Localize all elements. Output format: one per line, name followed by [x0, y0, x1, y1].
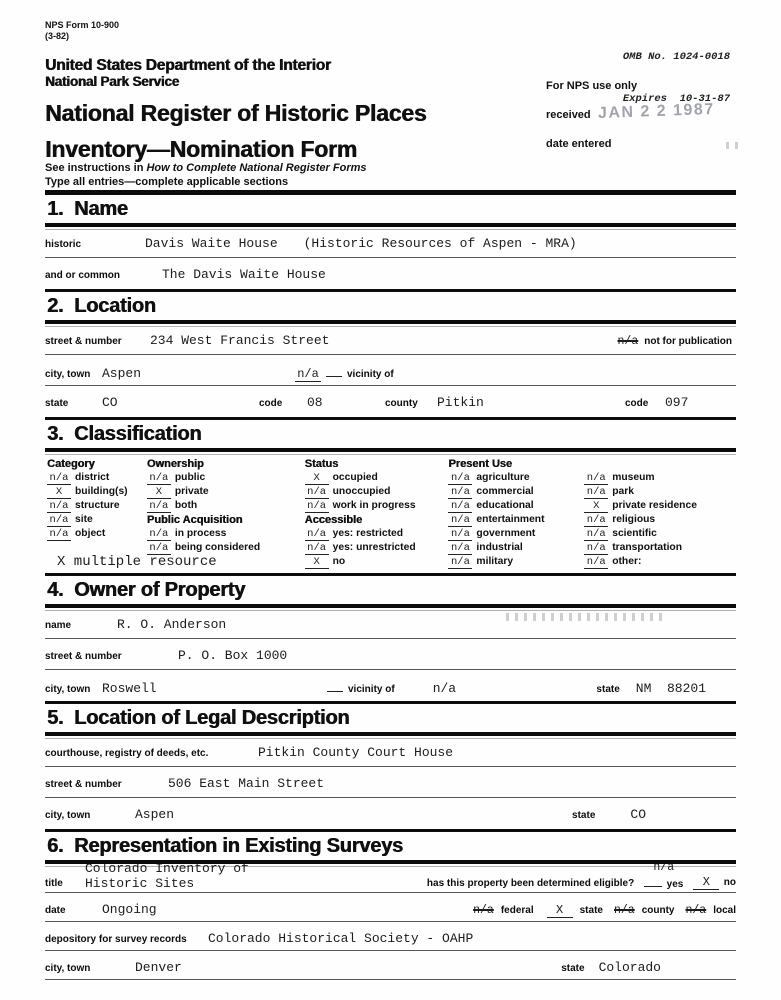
survey-county-na: n/a	[613, 904, 635, 917]
classification-item	[584, 541, 736, 555]
survey-title-row	[45, 861, 736, 893]
classification-column-present-use-a	[448, 457, 584, 569]
eligible-no-mark: X	[693, 876, 719, 890]
survey-federal-na: n/a	[473, 904, 494, 917]
classification-item	[448, 541, 584, 555]
classification-entry-mark: n/a	[147, 529, 171, 541]
survey-date-value: Ongoing	[102, 902, 157, 917]
not-for-publication-label: not for publication	[644, 336, 732, 347]
survey-title-label: title	[45, 878, 63, 889]
section-surveys	[45, 829, 736, 980]
eligible-no-label: no	[723, 877, 736, 888]
vicinity-na-mark: n/a	[295, 368, 321, 382]
section-owner-heading: 4. Owner of Property	[45, 576, 736, 608]
classification-entry-label: work in progress	[332, 500, 416, 511]
depository-label: depository for survey records	[45, 934, 187, 945]
classification-entry-mark: n/a	[448, 501, 472, 513]
classification-entry-mark: n/a	[47, 529, 71, 541]
classification-entry-label: educational	[476, 500, 534, 511]
classification-entry-label: both	[174, 500, 198, 511]
section-name-heading: 1. Name	[45, 195, 736, 227]
classification-item	[305, 485, 449, 499]
classification-entry-mark: n/a	[305, 501, 329, 513]
survey-state-label: state	[579, 905, 603, 916]
depository-row	[45, 922, 736, 951]
classification-item	[584, 471, 736, 485]
instructions-line2: Type all entries—complete applicable sections	[45, 175, 289, 188]
classification-entry-mark: n/a	[448, 529, 472, 541]
section-classification	[45, 417, 736, 573]
section-legal-description	[45, 701, 736, 829]
classification-entry-mark: n/a	[448, 515, 472, 527]
survey-city-value: Denver	[135, 960, 182, 975]
classification-item	[305, 541, 449, 555]
classification-item	[147, 527, 305, 541]
classification-column-ownership	[147, 457, 305, 569]
classification-entry-label: district	[75, 472, 110, 483]
historic-value: Davis Waite House	[145, 236, 278, 251]
classification-entry-label: other:	[612, 556, 642, 567]
classification-item	[305, 471, 449, 485]
classification-entry-mark: n/a	[147, 543, 171, 555]
classification-entry-mark: n/a	[305, 543, 329, 555]
form-revision: (3-82)	[45, 31, 70, 41]
classification-item	[448, 471, 584, 485]
classification-group-heading: Public Acquisition	[146, 514, 243, 526]
classification-entry-label: entertainment	[476, 514, 545, 525]
owner-street-row	[45, 639, 736, 670]
date-entered-line	[546, 138, 736, 150]
survey-title-line1: Colorado Inventory of	[85, 861, 249, 876]
historic-label: historic	[45, 239, 82, 250]
owner-name-label: name	[45, 620, 72, 631]
classification-entry-mark: X	[305, 473, 329, 485]
classification-entry-mark: n/a	[584, 557, 608, 569]
classification-entry-mark: n/a	[147, 473, 171, 485]
historic-name-row	[45, 227, 736, 258]
state-county-row	[45, 386, 736, 417]
survey-state2-value: Colorado	[598, 960, 661, 975]
classification-item	[305, 527, 449, 541]
classification-entry-mark: n/a	[448, 543, 472, 555]
classification-entry-mark: n/a	[448, 487, 472, 499]
survey-county-label: county	[641, 905, 675, 916]
classification-group-heading: Category	[47, 458, 95, 470]
owner-vicinity-na: n/a	[432, 681, 457, 696]
classification-entry-label: religious	[612, 514, 656, 525]
owner-street-value: P. O. Box 1000	[178, 648, 288, 663]
classification-item	[584, 499, 736, 513]
instructions-prefix: See instructions in	[45, 162, 147, 174]
classification-group-heading: Present Use	[448, 458, 513, 470]
classification-entry-label: in process	[174, 528, 227, 539]
faint-ink-mark	[726, 142, 740, 149]
survey-state2-label: state	[561, 963, 585, 974]
classification-entry-mark: X	[584, 501, 608, 513]
classification-entry-label: public	[174, 472, 206, 483]
survey-local-label: local	[713, 905, 736, 916]
county-value: Pitkin	[437, 395, 484, 410]
classification-item	[448, 485, 584, 499]
classification-item	[305, 499, 449, 513]
classification-item	[47, 485, 147, 499]
section-owner	[45, 573, 736, 701]
department-title: United States Department of the Interior	[45, 57, 331, 74]
city-town-value: Aspen	[102, 366, 142, 381]
street-number-row	[45, 324, 736, 355]
erased-text-smudge	[506, 613, 666, 621]
not-for-publication-na-mark: n/a	[617, 335, 639, 348]
agency-title: National Park Service	[45, 74, 179, 89]
state-value: CO	[102, 395, 118, 410]
classification-entry-label: transportation	[612, 542, 683, 553]
classification-entry-label: unoccupied	[332, 486, 391, 497]
courthouse-value: Pitkin County Court House	[258, 745, 454, 760]
city-town-row	[45, 355, 736, 386]
nps-use-only-label: For NPS use only	[546, 80, 638, 92]
omb-number: OMB No. 1024-0018	[622, 51, 730, 63]
classification-entry-label: private	[174, 486, 209, 497]
survey-local-na: n/a	[685, 904, 707, 917]
classification-entry-label: commercial	[476, 486, 534, 497]
classification-group-heading: Ownership	[146, 458, 204, 470]
legal-state-value: CO	[630, 807, 646, 822]
survey-state-mark: X	[547, 904, 573, 918]
classification-item	[584, 527, 736, 541]
nps-use-only-box	[546, 80, 736, 150]
classification-entry-mark: n/a	[448, 557, 472, 569]
classification-group-heading: Status	[304, 458, 339, 470]
owner-vicinity-label: vicinity of	[348, 684, 395, 695]
classification-entry-mark: n/a	[584, 543, 608, 555]
classification-entry-label: being considered	[174, 542, 261, 553]
classification-item	[448, 513, 584, 527]
legal-city-row	[45, 798, 736, 829]
classification-item	[448, 527, 584, 541]
section-classification-heading: 3. Classification	[45, 420, 736, 452]
vicinity-of-label: vicinity of	[347, 369, 394, 380]
classification-entry-label: occupied	[332, 472, 378, 483]
classification-entry-mark: X	[147, 487, 171, 499]
legal-city-value: Aspen	[135, 807, 175, 822]
common-name-label: and or common	[45, 270, 121, 281]
survey-city-label: city, town	[45, 963, 91, 974]
owner-state-value: NM 88201	[635, 681, 706, 696]
classification-entry-mark: n/a	[584, 473, 608, 485]
received-label: received	[546, 109, 591, 121]
street-number-value: 234 West Francis Street	[150, 333, 330, 348]
classification-entry-mark: n/a	[305, 529, 329, 541]
classification-item	[448, 555, 584, 569]
survey-city-row	[45, 951, 736, 980]
classification-item	[47, 527, 147, 541]
classification-item	[47, 499, 147, 513]
section-legal-heading: 5. Location of Legal Description	[45, 704, 736, 736]
classification-entry-mark: X	[305, 557, 329, 569]
classification-entry-mark: n/a	[47, 515, 71, 527]
classification-entry-label: agriculture	[476, 472, 530, 483]
classification-entry-label: military	[476, 556, 514, 567]
owner-street-label: street & number	[45, 651, 122, 662]
courthouse-label: courthouse, registry of deeds, etc.	[45, 748, 209, 759]
classification-item	[584, 513, 736, 527]
classification-entry-mark: n/a	[147, 501, 171, 513]
multiple-resource-entry: X multiple resource	[57, 554, 217, 570]
eligible-yes-blank	[644, 874, 662, 887]
state-label: state	[45, 398, 69, 409]
classification-column-status	[305, 457, 449, 569]
legal-street-row	[45, 767, 736, 798]
date-entered-label: date entered	[546, 138, 612, 150]
owner-state-label: state	[596, 684, 620, 695]
eligible-yes-label: yes	[666, 879, 684, 890]
legal-state-label: state	[572, 810, 596, 821]
form-header	[45, 20, 736, 186]
classification-entry-label: industrial	[476, 542, 523, 553]
legal-city-label: city, town	[45, 810, 91, 821]
classification-entry-label: government	[476, 528, 536, 539]
classification-item	[147, 541, 305, 555]
classification-entry-mark: n/a	[584, 515, 608, 527]
classification-entry-label: object	[75, 528, 106, 539]
classification-entry-label: private residence	[612, 500, 697, 511]
received-line	[546, 100, 736, 123]
section-surveys-heading: 6. Representation in Existing Surveys	[45, 832, 736, 864]
survey-date-label: date	[45, 905, 66, 916]
classification-entry-mark: n/a	[584, 529, 608, 541]
street-number-label: street & number	[45, 336, 122, 347]
eligible-na-mark: n/a	[653, 861, 675, 874]
owner-city-value: Roswell	[102, 681, 157, 696]
owner-city-row	[45, 670, 736, 701]
survey-federal-label: federal	[500, 905, 534, 916]
classification-entry-mark: n/a	[47, 501, 71, 513]
classification-entry-label: yes: restricted	[332, 528, 404, 539]
classification-item	[47, 513, 147, 527]
eligible-question-label: has this property been determined eligible?	[426, 878, 635, 889]
classification-entry-mark: n/a	[47, 473, 71, 485]
classification-item	[147, 499, 305, 513]
courthouse-row	[45, 736, 736, 767]
owner-city-label: city, town	[45, 684, 91, 695]
state-code-value: 08	[307, 395, 323, 410]
depository-value: Colorado Historical Society - OAHP	[208, 931, 474, 946]
classification-entry-mark: n/a	[305, 487, 329, 499]
classification-item	[584, 555, 736, 569]
state-code-label: code	[259, 398, 283, 409]
classification-entry-label: building(s)	[75, 486, 128, 497]
owner-name-value: R. O. Anderson	[117, 617, 227, 632]
survey-title-line2: Historic Sites	[85, 876, 195, 891]
common-name-row	[45, 258, 736, 289]
classification-entry-mark: n/a	[448, 473, 472, 485]
legal-street-label: street & number	[45, 779, 122, 790]
classification-item	[584, 485, 736, 499]
classification-entry-mark: X	[47, 487, 71, 499]
omb-expires: Expires 10-31-87	[622, 93, 730, 105]
register-title: National Register of Historic Places	[45, 100, 427, 126]
vicinity-blank-line	[326, 364, 342, 377]
classification-item	[147, 471, 305, 485]
form-number: NPS Form 10-900	[45, 20, 120, 30]
section-location	[45, 289, 736, 417]
section-location-heading: 2. Location	[45, 292, 736, 324]
classification-item	[47, 471, 147, 485]
classification-entry-label: no	[332, 556, 346, 567]
classification-entry-label: museum	[612, 472, 655, 483]
county-code-value: 097	[665, 395, 689, 410]
classification-column-present-use-b	[584, 457, 736, 569]
classification-entry-label: site	[75, 514, 93, 525]
instructions-line1	[45, 162, 736, 176]
classification-item	[448, 499, 584, 513]
survey-date-row	[45, 893, 736, 922]
classification-entry-label: scientific	[612, 528, 657, 539]
section-name	[45, 195, 736, 289]
classification-group-heading: Accessible	[304, 514, 363, 526]
owner-vicinity-blank-line	[327, 679, 343, 692]
register-subtitle: Inventory—Nomination Form	[45, 136, 357, 162]
classification-entry-label: park	[612, 486, 634, 497]
city-town-label: city, town	[45, 369, 91, 380]
historic-mra-note: (Historic Resources of Aspen - MRA)	[303, 236, 577, 251]
classification-column-category	[47, 457, 147, 569]
classification-entry-label: structure	[75, 500, 120, 511]
common-name-value: The Davis Waite House	[162, 267, 326, 282]
county-label: county	[385, 398, 418, 409]
owner-name-row	[45, 608, 736, 639]
classification-entry-mark: n/a	[584, 487, 608, 499]
received-date-stamp: JAN 2 2 1987	[597, 100, 715, 123]
county-code-label: code	[625, 398, 649, 409]
classification-item	[305, 555, 449, 569]
classification-item	[147, 485, 305, 499]
legal-street-value: 506 East Main Street	[168, 776, 325, 791]
instructions-manual-title: How to Complete National Register Forms	[146, 162, 367, 174]
classification-entry-label: yes: unrestricted	[332, 542, 416, 553]
